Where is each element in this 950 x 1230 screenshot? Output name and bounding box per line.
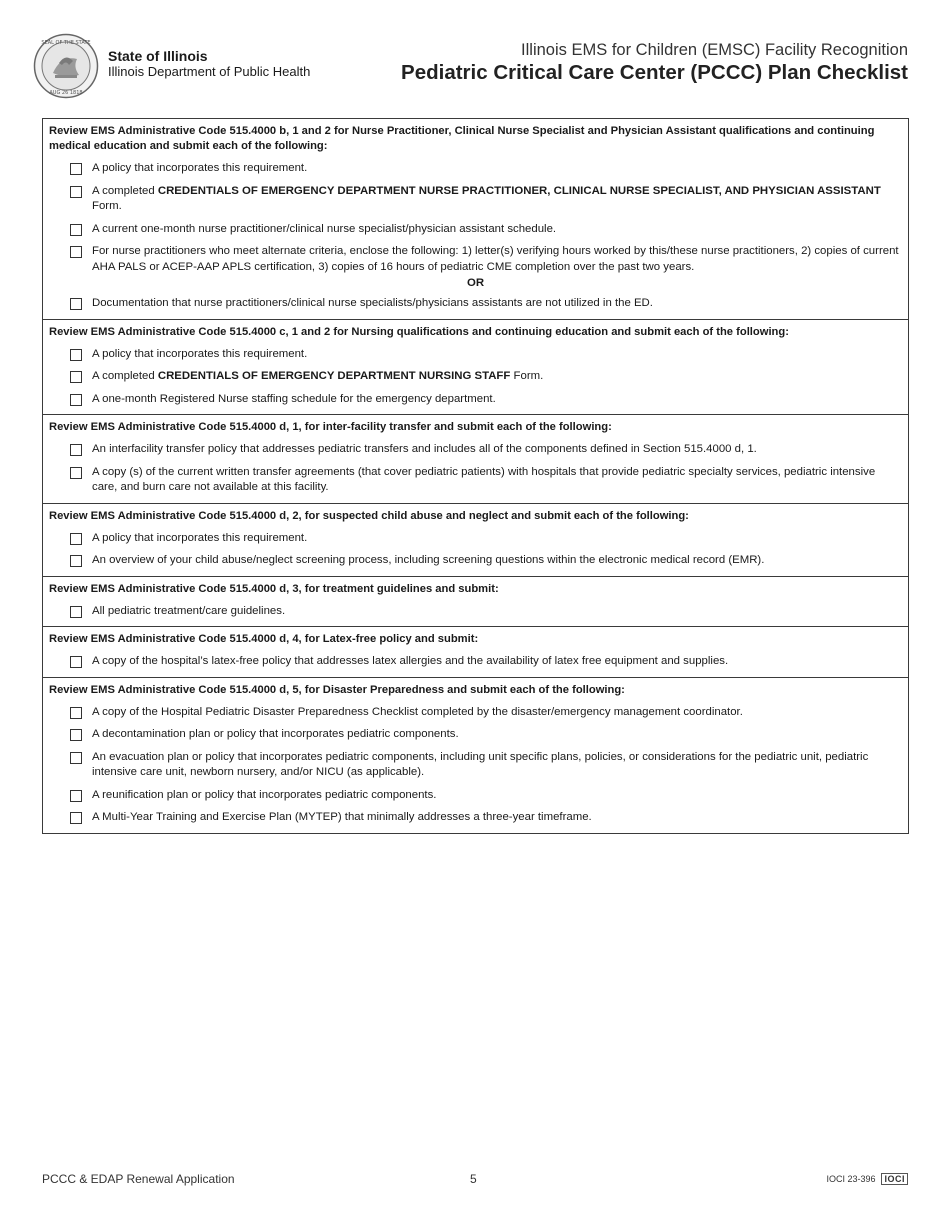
item-text: A copy (s) of the current written transfer agreements (that cover pediatric patients) with hospitals that provide pediatric specialty services, pediatric intensive care, and burn care not available at this facility. xyxy=(92,465,876,493)
item-text xyxy=(92,369,543,385)
checkbox[interactable] xyxy=(70,349,82,361)
item-text: A Multi-Year Training and Exercise Plan (MYTEP) that minimally addresses a three-year timeframe. xyxy=(92,811,592,823)
agency-block xyxy=(108,48,310,80)
item-text: A policy that incorporates this requirement. xyxy=(92,531,308,544)
checkbox[interactable] xyxy=(70,555,82,567)
checklist-item xyxy=(70,531,902,547)
item-text-lead: A completed xyxy=(92,184,158,197)
checklist-item xyxy=(70,553,902,569)
checklist-item xyxy=(70,161,902,177)
checklist-item xyxy=(70,392,902,408)
checkbox[interactable] xyxy=(70,394,82,406)
checklist-item xyxy=(70,244,902,275)
checklist-section xyxy=(43,415,908,504)
or-separator: OR xyxy=(466,277,485,289)
item-text: An interfacility transfer policy that addresses pediatric transfers and includes all of the components defined in Section 515.4000 d, 1. xyxy=(92,443,757,455)
svg-text:AUG 26 1818: AUG 26 1818 xyxy=(49,90,83,96)
checklist-item xyxy=(70,465,902,496)
section-heading: Review EMS Administrative Code 515.4000 d, 3, for treatment guidelines and submit: xyxy=(49,582,499,595)
title-block xyxy=(401,40,908,86)
ioci-logo: IOCI xyxy=(881,1173,908,1185)
checklist-item xyxy=(70,296,902,312)
item-text: A current one-month nurse practitioner/clinical nurse specialist/physician assistant schedule. xyxy=(92,222,557,235)
item-text-tail: Form. xyxy=(510,370,544,382)
checklist-item xyxy=(70,727,902,743)
item-text-tail: Form. xyxy=(92,200,122,212)
item-text: A policy that incorporates this requirement. xyxy=(92,347,308,360)
checklist-item xyxy=(70,654,902,670)
checklist-item xyxy=(70,369,902,385)
svg-text:SEAL OF THE STATE: SEAL OF THE STATE xyxy=(41,40,91,46)
item-text: A reunification plan or policy that incorporates pediatric components. xyxy=(92,788,437,801)
item-text: A copy of the Hospital Pediatric Disaster Preparedness Checklist completed by the disaster/emergency management coordinator. xyxy=(92,705,743,718)
checkbox[interactable] xyxy=(70,533,82,545)
checkbox[interactable] xyxy=(70,790,82,802)
checkbox[interactable] xyxy=(70,729,82,741)
item-text: A decontamination plan or policy that incorporates pediatric components. xyxy=(92,728,459,740)
item-text xyxy=(92,184,902,215)
checkbox[interactable] xyxy=(70,656,82,668)
checklist-section xyxy=(43,119,908,320)
form-name: CREDENTIALS OF EMERGENCY DEPARTMENT NURSING STAFF xyxy=(157,370,511,382)
page-header xyxy=(0,0,950,110)
checklist-item xyxy=(70,347,902,363)
item-text: A policy that incorporates this requirement. xyxy=(92,162,308,174)
checklist-item xyxy=(70,810,902,826)
checkbox[interactable] xyxy=(70,467,82,479)
page-title: Pediatric Critical Care Center (PCCC) Plan Checklist xyxy=(401,61,908,84)
checklist-section xyxy=(43,320,908,416)
checkbox[interactable] xyxy=(70,371,82,383)
checkbox[interactable] xyxy=(70,186,82,198)
checkbox[interactable] xyxy=(70,752,82,764)
checklist-table xyxy=(42,118,909,834)
checklist-item xyxy=(70,604,902,620)
footer-document-name: PCCC & EDAP Renewal Application xyxy=(42,1172,235,1186)
checklist-item xyxy=(70,750,902,781)
checkbox[interactable] xyxy=(70,163,82,175)
checklist-section xyxy=(43,504,908,577)
checkbox[interactable] xyxy=(70,246,82,258)
form-name: CREDENTIALS OF EMERGENCY DEPARTMENT NURSE PRACTITIONER, CLINICAL NURSE SPECIALIST, AND PHYSICIAN ASSISTANT xyxy=(157,184,881,197)
item-text: An evacuation plan or policy that incorporates pediatric components, including unit specific plans, policies, or considerations for the pediatric unit, pediatric intensive care unit, newborn nursery, and/or NICU (as applicable). xyxy=(92,750,869,778)
section-heading: Review EMS Administrative Code 515.4000 d, 2, for suspected child abuse and neglect and submit each of the following: xyxy=(49,509,689,522)
checklist-item xyxy=(70,788,902,804)
agency-state: State of Illinois xyxy=(108,48,208,64)
page-subtitle: Illinois EMS for Children (EMSC) Facility Recognition xyxy=(521,41,908,59)
footer-code xyxy=(826,1173,908,1185)
section-heading: Review EMS Administrative Code 515.4000 c, 1 and 2 for Nursing qualifications and continuing education and submit each of the following: xyxy=(49,325,789,338)
checkbox[interactable] xyxy=(70,606,82,618)
section-heading: Review EMS Administrative Code 515.4000 b, 1 and 2 for Nurse Practitioner, Clinical Nurse Specialist and Physician Assistant qualifications and continuing medical education and submit each of the following: xyxy=(49,125,875,152)
checklist-item xyxy=(70,705,902,721)
checkbox[interactable] xyxy=(70,707,82,719)
checkbox[interactable] xyxy=(70,444,82,456)
checklist-item xyxy=(70,442,902,458)
checkbox[interactable] xyxy=(70,812,82,824)
item-text-lead: A completed xyxy=(92,370,158,382)
item-text: A one-month Registered Nurse staffing schedule for the emergency department. xyxy=(92,392,496,405)
section-heading: Review EMS Administrative Code 515.4000 d, 5, for Disaster Preparedness and submit each of the following: xyxy=(49,683,625,696)
item-text: An overview of your child abuse/neglect screening process, including screening questions within the electronic medical record (EMR). xyxy=(92,554,765,566)
checklist-section xyxy=(43,678,908,834)
item-text: All pediatric treatment/care guidelines. xyxy=(92,604,286,617)
form-code: IOCI 23-396 xyxy=(826,1174,876,1184)
section-heading: Review EMS Administrative Code 515.4000 d, 1, for inter-facility transfer and submit each of the following: xyxy=(49,421,612,433)
section-heading: Review EMS Administrative Code 515.4000 d, 4, for Latex-free policy and submit: xyxy=(49,633,479,645)
checklist-section xyxy=(43,627,908,678)
checkbox[interactable] xyxy=(70,298,82,310)
item-text: For nurse practitioners who meet alternate criteria, enclose the following: 1) letter(s) verifying hours worked by this/these nurse practitioners, 2) copies of current AHA PALS or ACEP-AAP APLS certification, 3) copies of 16 hours of pediatric CME completion over the past two years. xyxy=(92,245,899,273)
item-text: A copy of the hospital’s latex-free policy that addresses latex allergies and the availability of latex free equipment and supplies. xyxy=(92,655,729,667)
checkbox[interactable] xyxy=(70,224,82,236)
checklist-item xyxy=(70,184,902,215)
item-text: Documentation that nurse practitioners/clinical nurse specialists/physicians assistants are not utilized in the ED. xyxy=(92,297,653,309)
agency-department: Illinois Department of Public Health xyxy=(108,64,311,79)
page-number: 5 xyxy=(470,1172,477,1186)
checklist-section xyxy=(43,577,908,628)
checklist-item xyxy=(70,222,902,238)
illinois-state-seal-icon xyxy=(33,33,99,99)
